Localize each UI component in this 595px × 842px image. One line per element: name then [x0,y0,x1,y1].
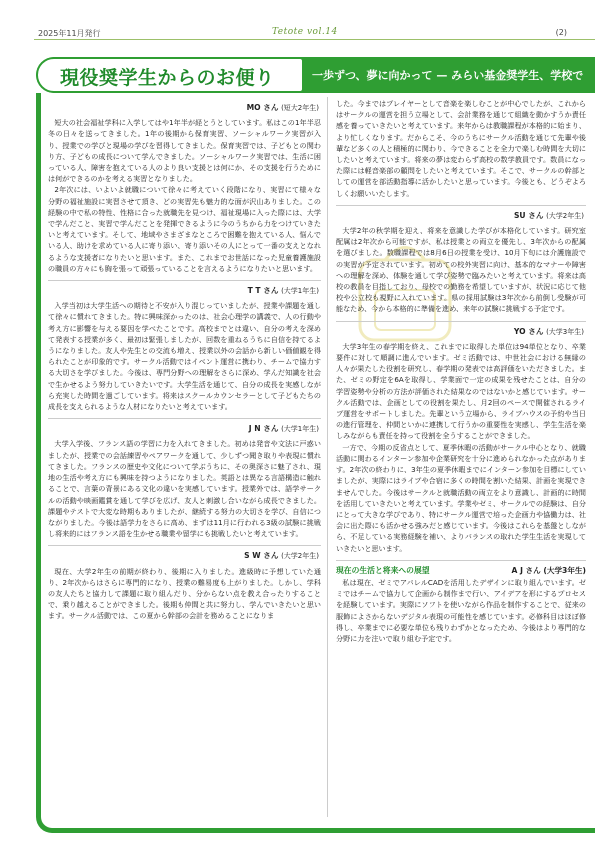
author-su [336,210,584,222]
yo-paragraph-2: 一方で、今期の反省点として、夏季休暇の活動がサークル中心となり、就職活動に関わるインターン参加や企業研究を十分に進められなかった点があります。2年次の終わりに、3年生の夏季休暇までにインターン参加を目標にしていましたが、実際にはライブや合宿に多くの時間を割いた結果、計画を実現できませんでした。今後はサークルと就職活動の両立をより意識し、計画的に時間を活用していきたいと考えています。学業やゼミ、サークルでの経験は、自分にとって大きな学びであり、特にサークル運営で培った企画力や協働力は、社会に出た際にも活かせる強みだと感じています。今後はこれらを基盤としながら、不足している実務経験を補い、よりバランスの取れた学生生活を実現していきたいと思います。 [336,442,586,553]
divider-line [48,545,321,546]
divider-line [48,280,321,281]
divider-line [336,560,586,561]
author-grade: (大学1年生) [281,425,319,434]
section-banner [36,57,595,93]
author-name: MO さん [246,103,279,112]
tt-paragraph-1: 入学当初は大学生活への期待と不安が入り混じっていましたが、授業や課題を通して徐々に慣れてきました。特に興味深かったのは、社会心理学の講義で、人の行動や考え方に影響を与える要因を学べたことです。高校までとは違い、自分の考えを深めて発表する授業が多く、最初は緊張しましたが、回数を重ねるうちに自信を持てるようになりました。友人や先生との交流も増え、授業以外の会話から新しい価値観を得られたことが印象的です。サークル活動ではイベント運営に携わり、チームで協力する大切さを学びました。今後は、専門分野への理解をさらに深め、学んだ知識を社会で生かせるよう努力していきたいです。大学生活を通じて、自分の成長を実感しながら充実した時間を過ごしています。将来はスクールカウンセラーとして子どもたちの成長を支えられるような人材になりたいと考えています。 [48,301,321,412]
yo-paragraph-1: 大学3年生の春学期を終え、これまでに取得した単位は94単位となり、卒業要件に対して順調に進んでいます。ゼミ活動では、中世社会における無縁の人々が果たした役割を研究し、春学期の発表では高評価をいただきました。また、ゼミの野定を6Aを取得し、学業面で一定の成果を残せたことは、自分の学習姿勢や分析の方法が評価された結果なのではないかと感じています。サークル活動では、企画としての役割を果たし、月2回のペースで開催されるライブ運営をサポートしました。先輩という立場から、ライブハウスの予約や当日の進行管理を、仲間といかに連携して行うかの重要性を実感し、学生生活を楽しみながらも責任を持って役割を全うすることができました。 [336,341,586,441]
banner-title-box [36,57,304,93]
divider-line [336,321,586,322]
author-grade: (短大2年生) [281,104,319,112]
author-yo [336,326,584,338]
author-name: YO さん [513,326,544,336]
left-column [48,98,321,622]
author-name: T T さん [247,286,279,296]
author-grade: (大学2年生) [281,552,319,561]
sw-paragraph-1: 現在、大学2年生の前期が終わり、後期に入りました。進級時に予想していた通り、2年次からはさらに専門的になり、授業の難易度も上がりました。しかし、学科の友人たちと協力して課題に取り組んだり、分からない点を教え合ったりすることで、乗り越えることができました。後期も仲間と共に努力し、学んでいきたいと思います。サークル活動では、この夏から幹部の会計を務めることになりま [48,566,321,621]
author-grade: (大学3年生) [546,327,584,336]
mo-paragraph-2: 2年次には、いよいよ就職について徐々に考えていく段階になり、実習にて様々な分野の福祉施設に実習させて頂き、どの実習先も魅力的な面が沢山ありました。この経験の中で私の特性、性格に合った就職先を見つけ、福祉現場に入った際には、大学で学んだこと、実習で学んだことを発揮できるように今のうちから力をつけていきたいと考えています。そして、地域やさまざまなところで困難を抱えている人、悩んでいる人、助けを求めている人に寄り添い、寄り添いその人にとって一番の支えとなれるような支援者になりたいと思います。また、これまでお世話になった児童養護施設の職員の方々にも胸を張って頑張っていることを言えるようになりたいと思います。 [48,185,321,273]
section-title: 現役奨学生からのお便り [60,67,275,89]
author-jn [48,423,319,435]
author-name: S W さん [244,551,279,561]
author-mo [48,102,319,114]
mo-paragraph-1: 短大の社会福祉学科に入学してはや1年半が経とうとしています。私はこの1年半忍冬の日々を送ってきました。1年の後期から保育実習、ソーシャルワーク実習が入り、授業での学びと現場の学びを習得してきました。保育実習では、子どもとの関わり方、子どもの成長について学んできました。ソーシャルワーク実習では、生活に困っている人、障害を抱えている人のより良い支援とは何にか、その支援を行うためには何ができるのかを考える実習となりました。 [48,118,321,184]
divider-line [48,418,321,419]
column-divider [327,97,328,817]
author-grade: (大学2年生) [546,211,584,220]
page-header [0,0,595,42]
author-sw [48,550,319,562]
author-name: SU さん [513,210,544,220]
right-column [336,98,586,644]
aj-paragraph-1: 私は現在、ゼミでアパレルCADを活用したデザインに取り組んでいます。ゼミではチームで協力して企画から制作まで行い、アイデアを形にするプロセスを経験しています。実際にソフトを使いながら作品を制作することで、従来の服飾によさからないデジタル表現の可能性を感じています。必修科目はほぼ修得し、卒業までに必要な単位も残りわずかとなったため、今後はより専門的な分野に力を注いで取り組む予定です。 [336,577,586,643]
author-grade: (大学1年生) [281,287,319,296]
sw-paragraph-continued: した。今まではプレイヤーとして音楽を楽しむことが中心でしたが、これからはサークルの運営を担う立場として、会計業務を通じて組織を動かすうか責任感を養っていきたいと考えています。来年からは教職課程が本格的に始まり、より忙しくなります。だからこそ、今のうちにサークル活動を通じて先輩や後輩など多くの人と積極的に関わり、今できることを全力で楽しむ時間を大切にしたいと考えています。将来の夢は変わらず高校の数学教員です。数員になった際には軽音楽部の顧問をしたいと考えています。そこで、サークルの幹部としての運営を部活動指導に活かしたいと思っています。今後とも、どうぞよろしくお願いいたします。 [336,99,586,198]
jn-paragraph-1: 大学入学後、フランス語の学習に力を入れてきました。初めは発音や文法に戸惑いましたが、授業での会話練習やペアワークを通して、少しずつ聞き取りや表現に慣れてきました。フランスの歴史や文化について学ぶうちに、その奥深さに魅了され、現地の生活や考え方にも興味を持つようになりました。英語とは異なる言語構造に触れることで、言葉の背景にある文化の違いを実感しています。授業外では、語学サークルの活動や映画鑑賞を通して学びを広げ、友人と刺激し合いながら成長できました。課題やテストで大変な時期もありましたが、継続する努力の大切さを学び、自信につながりました。今後は語学力をさらに高め、まずは11月に行われる3級の試験に挑戦し将来的にはフランス語を生かせる職業や留学にも挑戦したいと考えています。 [48,439,321,539]
author-aj [512,565,586,576]
author-name: A J さん [511,565,541,575]
su-paragraph-1: 大学2年の秋学期を迎え、将来を意識した学びが本格化しています。研究室配属は2年次から可能ですが、私は授業との両立を優先し、3年次からの配属を選びました。数職課程では8月6日の授業を受け、10月下旬には介護施設での実習が予定されています。初めての校外実習に向け、基本的なマナーや障害への理解を深め、体験を通して学び姿勢で臨みたいと考えています。将来は高校の教員を目指しており、母校での勤務を希望していますが、状況に応じて他校や公立校も視野に入れています。県の採用試験は3年次から前倒し受験が可能なため、今から本格的に準備を進め、来年の試験に挑戦する予定です。 [336,226,586,314]
aj-heading-row [336,565,586,576]
newsletter-logo: Tetote vol.14 [272,27,338,37]
author-grade: (大学3年生) [543,565,586,575]
header-rule [34,39,595,40]
section-subtitle: 一歩ずつ、夢に向かって — みらい基金奨学生、学校で [312,69,584,82]
aj-heading: 現在の生活と将来への展望 [336,565,430,575]
issue-date: 2025年11月発行 [38,29,101,38]
author-tt [48,285,319,297]
divider-line [336,205,586,206]
page-number: (2) [555,28,567,37]
author-name: J N さん [248,424,279,434]
